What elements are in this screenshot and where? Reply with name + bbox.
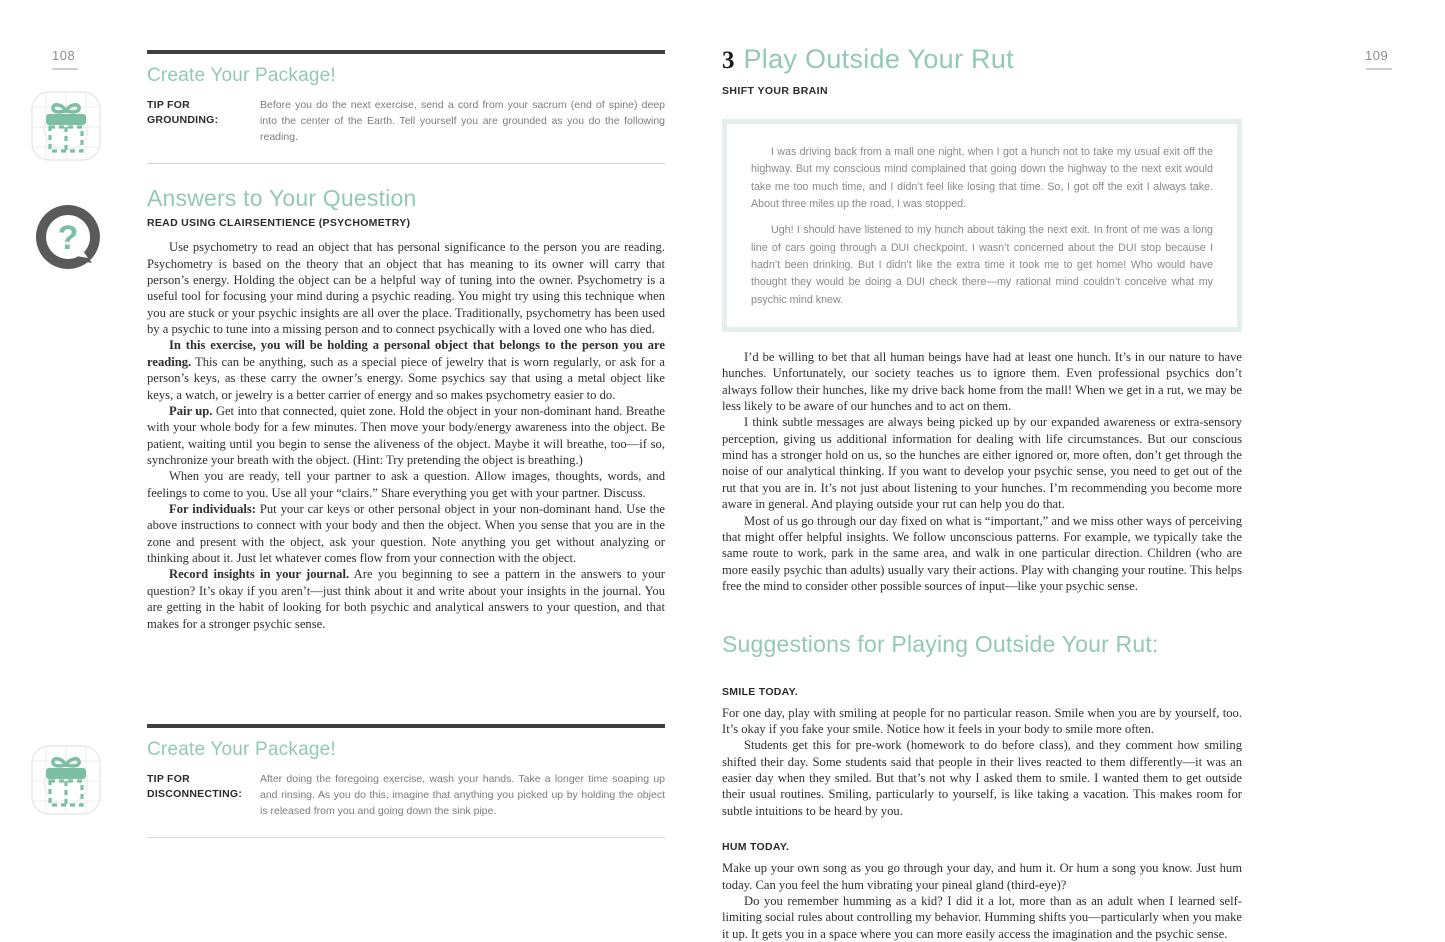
body-paragraph: Pair up. Get into that connected, quiet zone. Hold the object in your non-dominant hand. Breathe with your whole body for a few minutes. Then move your body/energy awareness into the object. Be patient, waiting until you begin to sense the aliveness of the object. Maybe it will breathe, too—if so, synchronize your breath with the object. (Hint: Try pretending the object is breathing.) [147,403,666,467]
suggestions-section [722,632,1242,942]
anecdote-callout [722,119,1242,332]
paragraph-lead: For individuals: [169,502,256,517]
paragraph-lead: Record insights in your journal. [169,567,350,582]
tip-row [147,98,665,146]
body-paragraph: Most of us go through our day fixed on what is “important,” and we miss other ways of perceiving that might offer helpful insights. We follow unconscious patterns. For example, we typically take the same route to work, park in the same area, and walk in one particular direction. Children (who are more easily psychic than adults) usually vary their actions. Play with changing your routine. This helps free the mind to consider other possible sources of input—like your psychic sense. [722,513,1242,593]
body-paragraph: Make up your own song as you go through your day, and hum it. Or hum a song you know. Just hum today. Can you feel the hum vibrating your pineal gland (third-eye)? [722,861,1242,892]
chapter-number: 3 [722,47,735,74]
package-title: Create Your Package! [147,65,336,86]
body-paragraph: Use psychometry to read an object that has personal significance to the person you are reading. Psychometry is based on the theory that an object that has meaning to its owner will carry that person’s energy. Holding the object can be a helpful way of tuning into the owner. Psychometry is a useful tool for focusing your mind during a psychic reading. You might try using this technique when you are stuck or your psychic insights are all over the place. Traditionally, psychometry has been used by a psychic to tune into a missing person and to connect psychically with a loved one who has died. [147,240,665,337]
package-bottom-rule [147,837,665,838]
suggestion-item [722,686,1242,820]
page-number-rule [52,68,78,70]
tip-label [147,98,260,128]
body-paragraph: I think subtle messages are always being picked up by our expanded awareness or extra-sensory perception, giving us additional information for dealing with life circumstances. But our conscious mind has a stronger hold on us, so the hunches are either ignored or, more often, don’t get through the noise of our analytical thinking. If you want to develop your psychic sense, you need to get out of the rut that you are in. It’s not just about listening to your hunches. I’m recommending you become more aware in general. And playing outside your rut can help you do that. [722,415,1242,512]
answers-section [147,186,665,632]
body-paragraph: For one day, play with smiling at people for no particular reason. Smile when you are by yourself, too. It’s okay if you fake your smile. Notice how it feels in your body to smile more often. [722,705,1242,736]
tip-label [147,772,260,802]
suggestion-item [722,841,1242,942]
section-title: Answers to Your Question [147,185,417,211]
chapter-subtitle: SHIFT YOUR BRAIN [722,85,828,97]
intro-paragraphs [722,349,1242,594]
callout-paragraph: I was driving back from a mall one night, when I got a hunch not to take my usual exit off the highway. But my conscious mind complained that going down the highway to the next exit would take me too much time, and I didn’t feel like losing that time. So, I got off the exit I always take. About three miles up the road, I was stopped. [751,146,1213,210]
chapter-title: Play Outside Your Rut [743,44,1014,74]
gift-box-icon [31,91,101,166]
tip-label-line1: TIP FOR [147,772,190,785]
paragraph-lead: Pair up. [169,403,213,418]
tip-text: Before you do the next exercise, send a cord from your sacrum (end of spine) deep into the center of the Earth. Tell yourself you are grounded as you do the following reading. [260,98,665,143]
svg-text:?: ? [57,219,79,257]
body-paragraph: I’d be willing to bet that all human beings have had at least one hunch. It’s in our nature to have hunches. Unfortunately, our society teaches us to ignore them. Even professional psychics don’t always follow their hunches, like my drive back home from the mall! When we get in a rut, we may be less likely to be aware of our hunches and to act on them. [722,349,1242,414]
tip-label-line2: DISCONNECTING: [147,787,243,800]
page-number-right [1365,48,1392,70]
question-mark-icon [32,201,104,278]
chapter-header [722,46,1242,942]
page-number-right-value: 109 [1365,48,1389,63]
tip-label-line1: TIP FOR [147,98,190,111]
gift-box-icon [31,745,101,820]
callout-paragraph: Ugh! I should have listened to my hunch about taking the next exit. In front of me was a long line of cars going through a DUI checkpoint. I wasn’t concerned about the DUI stop because I hadn’t been drinking. But I didn’t like the extra time it took me to get home! Who would have thought they would be doing a DUI check there—my rational mind couldn’t conceive what my psychic mind knew. [751,224,1213,306]
body-paragraph: In this exercise, you will be holding a personal object that belongs to the person you are reading. This can be anything, such as a special piece of jewelry that is worn regularly, or ask for a person’s keys, as these carry the owner’s energy. Some psychics say that using a metal object like keys, a watch, or jewelry is a better carrier of energy and so makes psychometry easier to do. [147,338,665,402]
left-page [0,0,722,935]
suggestion-heading: SMILE TODAY. [722,685,798,698]
tip-text: After doing the foregoing exercise, wash your hands. Take a longer time soaping up and rinsing. As you do this, imagine that anything you picked up by holding the object is released from you and going down the sink pipe. [260,772,665,817]
page-number-left [52,48,78,70]
body-paragraph: Students get this for pre-work (homework to do before class), and they comment how smiling shifted their day. Some students said that people in their lives reacted to them differently—it was an easier day when they smiled. But that’s not why I asked them to smile. I wanted them to get outside their usual routines. Smiling, particularly to yourself, is like taking a vacation. This makes room for subtle intuitions to be heard by you. [722,738,1242,818]
suggestion-heading: HUM TODAY. [722,841,790,854]
create-package-box-bottom [147,724,665,838]
body-paragraph: When you are ready, tell your partner to ask a question. Allow images, thoughts, words, and feelings to come to you. Use all your “clairs.” Share everything you get with your partner. Discuss. [147,469,665,500]
package-title: Create Your Package! [147,739,336,760]
package-top-rule [147,50,665,54]
body-paragraph: Record insights in your journal. Are you beginning to see a pattern in the answers to your question? It’s okay if you aren’t—just think about it and write about your insights in the journal. You are getting in the habit of looking for both psychic and analytical answers to your question, and that makes for a stronger psychic sense. [147,567,665,631]
section-subtitle: READ USING CLAIRSENTIENCE (PSYCHOMETRY) [147,217,411,230]
page-number-left-value: 108 [52,48,76,63]
tip-label-line2: GROUNDING: [147,113,219,126]
page-number-rule [1366,68,1392,70]
create-package-box-top [147,50,665,164]
body-paragraph: For individuals: Put your car keys or other personal object in your non-dominant hand. Use the above instructions to connect with your body and then the object. When you sense that you are in the zone and present with the object, ask your question. Note anything you get without analyzing or thinking about it. Just let whatever comes flow from your connection with the object. [147,502,666,566]
chapter-heading-row [722,46,1242,73]
package-bottom-rule [147,163,665,164]
package-top-rule [147,724,665,728]
tip-row [147,772,665,820]
body-paragraph: Do you remember humming as a kid? I did it a lot, more than as an adult when I learned self-limiting social rules about controlling my behavior. Humming shifts you—particularly when you make it up. It gets you in a space where you can more easily access the imagination and the psychic sense. [722,893,1242,941]
suggestions-title: Suggestions for Playing Outside Your Rut: [722,631,1159,658]
paragraph-lead: In this exercise, you will be holding a personal object that belongs to the person you are reading. [147,338,665,369]
right-page [722,0,1444,941]
